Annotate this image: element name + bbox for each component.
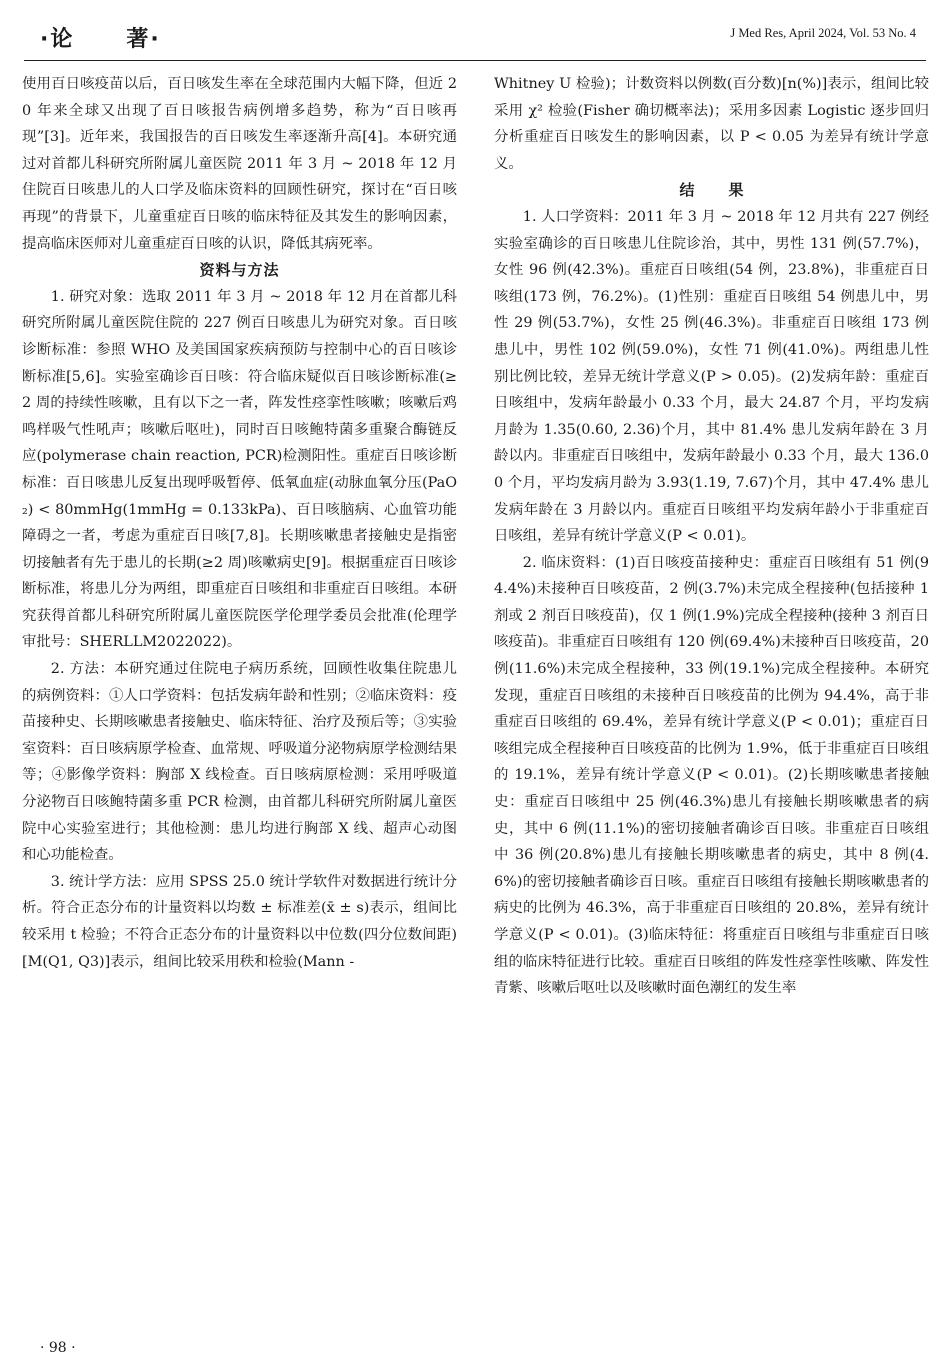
- left-column: [22, 71, 457, 975]
- section-label-part1: ·论: [40, 27, 75, 52]
- subjects-paragraph: 1. 研究对象：选取 2011 年 3 月 ~ 2018 年 12 月在首都儿科研究所附属儿童医院住院的 227 例百日咳患儿为研究对象。百日咳诊断标准：参照 WHO 及美国国家疾病预防与控制中心的百日咳诊断标准[5,6]。实验室确诊百日咳：符合临床疑似百日咳诊断标准(≥2 周的持续性咳嗽，且有以下之一者，阵发性痉挛性咳嗽；咳嗽后鸡鸣样吸气性吼声；咳嗽后呕吐)，同时百日咳鲍特菌多重聚合酶链反应(polymerase chain reaction, PCR)检测阳性。重症百日咳诊断标准：百日咳患儿反复出现呼吸暂停、低氧血症(动脉血氧分压(PaO₂) < 80mmHg(1mmHg = 0.133kPa)、百日咳脑病、心血管功能障碍之一者，考虑为重症百日咳[7,8]。长期咳嗽患者接触史是指密切接触者有先于患儿的长期(≥2 周)咳嗽病史[9]。根据重症百日咳诊断标准，将患儿分为两组，即重症百日咳组和非重症百日咳组。本研究获得首都儿科研究所附属儿童医院医学伦理学委员会批准(伦理学审批号：SHERLLM2022022)。: [22, 288, 457, 651]
- demographics-paragraph: 1. 人口学资料：2011 年 3 月 ~ 2018 年 12 月共有 227 例经实验室确诊的百日咳患儿住院诊治，其中，男性 131 例(57.7%)，女性 96 例(42.3%)。重症百日咳组(54 例，23.8%)，非重症百日咳组(173 例，76.2%)。(1)性别：重症百日咳组 54 例患儿中，男性 29 例(53.7%)，女性 25 例(46.3%)。非重症百日咳组 173 例患儿中，男性 102 例(59.0%)，女性 71 例(41.0%)。两组患儿性别比例比较，差异无统计学意义(P > 0.05)。(2)发病年龄：重症百日咳组中，发病年龄最小 0.33 个月，最大 24.87 个月，平均发病月龄为 1.35(0.60, 2.36)个月，其中 81.4% 患儿发病年龄在 3 月龄以内。非重症百日咳组中，发病年龄最小 0.33 个月，最大 136.00 个月，平均发病月龄为 3.93(1.19, 7.67)个月，其中 47.4% 患儿发病年龄在 3 月龄以内。重症百日咳组平均发病年龄小于非重症百日咳组，差异有统计学意义(P < 0.01)。: [494, 208, 929, 545]
- methods-heading: 资料与方法: [199, 261, 280, 280]
- section-label-part2: 著·: [126, 27, 161, 52]
- intro-paragraph: 使用百日咳疫苗以后，百日咳发生率在全球范围内大幅下降，但近 20 年来全球又出现了百日咳报告病例增多趋势，称为“百日咳再现”[3]。近年来，我国报告的百日咳发生率逐渐升高[4]。本研究通过对首都儿科研究所附属儿童医院 2011 年 3 月 ~ 2018 年 12 月住院百日咳患儿的人口学及临床资料的回顾性研究，探讨在“百日咳再现”的背景下，儿童重症百日咳的临床特征及其发生的影响因素，提高临床医师对儿童重症百日咳的认识，降低其病死率。: [22, 76, 457, 252]
- section-label: [40, 22, 161, 53]
- methods-paragraph: 2. 方法：本研究通过住院电子病历系统，回顾性收集住院患儿的病例资料：①人口学资料：包括发病年龄和性别；②临床资料：疫苗接种史、长期咳嗽患者接触史、临床特征、治疗及预后等；③实验室资料：百日咳病原学检查、血常规、呼吸道分泌物病原学检测结果等；④影像学资料：胸部 X 线检查。百日咳病原检测：采用呼吸道分泌物百日咳鲍特菌多重 PCR 检测，由首都儿科研究所附属儿童医院中心实验室进行；其他检测：患儿均进行胸部 X 线、超声心动图和心功能检查。: [22, 661, 457, 864]
- clinical-paragraph: 2. 临床资料：(1)百日咳疫苗接种史：重症百日咳组有 51 例(94.4%)未接种百日咳疫苗，2 例(3.7%)未完成全程接种(包括接种 1 剂或 2 剂百日咳疫苗)，仅 1 例(1.9%)完成全程接种(接种 3 剂百日咳疫苗)。非重症百日咳组有 120 例(69.4%)未接种百日咳疫苗，20 例(11.6%)未完成全程接种，33 例(19.1%)完成全程接种。本研究发现，重症百日咳组的未接种百日咳疫苗的比例为 94.4%，高于非重症百日咳组的 69.4%，差异有统计学意义(P < 0.01)；重症百日咳组完成全程接种百日咳疫苗的比例为 1.9%，低于非重症百日咳组的 19.1%，差异有统计学意义(P < 0.01)。(2)长期咳嗽患者接触史：重症百日咳组中 25 例(46.3%)患儿有接触长期咳嗽患者的病史，其中 6 例(11.1%)的密切接触者确诊百日咳。非重症百日咳组中 36 例(20.8%)患儿有接触长期咳嗽患者的病史，其中 8 例(4.6%)的密切接触者确诊百日咳。重症百日咳组有接触长期咳嗽患者的病史的比例为 46.3%，高于非重症百日咳组的 20.8%，差异有统计学意义(P < 0.01)。(3)临床特征：将重症百日咳组与非重症百日咳组的临床特征进行比较。重症百日咳组的阵发性痉挛性咳嗽、阵发性青紫、咳嗽后呕吐以及咳嗽时面色潮红的发生率: [494, 554, 929, 997]
- results-heading: 结果: [679, 181, 778, 200]
- header-rule: [24, 60, 926, 61]
- journal-citation: J Med Res, April 2024, Vol. 53 No. 4: [730, 26, 916, 40]
- statistics-paragraph: 3. 统计学方法：应用 SPSS 25.0 统计学软件对数据进行统计分析。符合正态分布的计量资料以均数 ± 标准差(x̄ ± s)表示，组间比较采用 t 检验；不符合正态分布的计量资料以中位数(四分位数间距)[M(Q1, Q3)]表示，组间比较采用秩和检验(Mann -: [22, 873, 457, 970]
- right-column: [494, 71, 929, 1002]
- statistics-continued-paragraph: Whitney U 检验)；计数资料以例数(百分数)[n(%)]表示，组间比较采用 χ² 检验(Fisher 确切概率法)；采用多因素 Logistic 逐步回归分析重症百日咳发生的影响因素，以 P < 0.05 为差异有统计学意义。: [494, 76, 929, 172]
- page-number: · 98 ·: [40, 1340, 76, 1356]
